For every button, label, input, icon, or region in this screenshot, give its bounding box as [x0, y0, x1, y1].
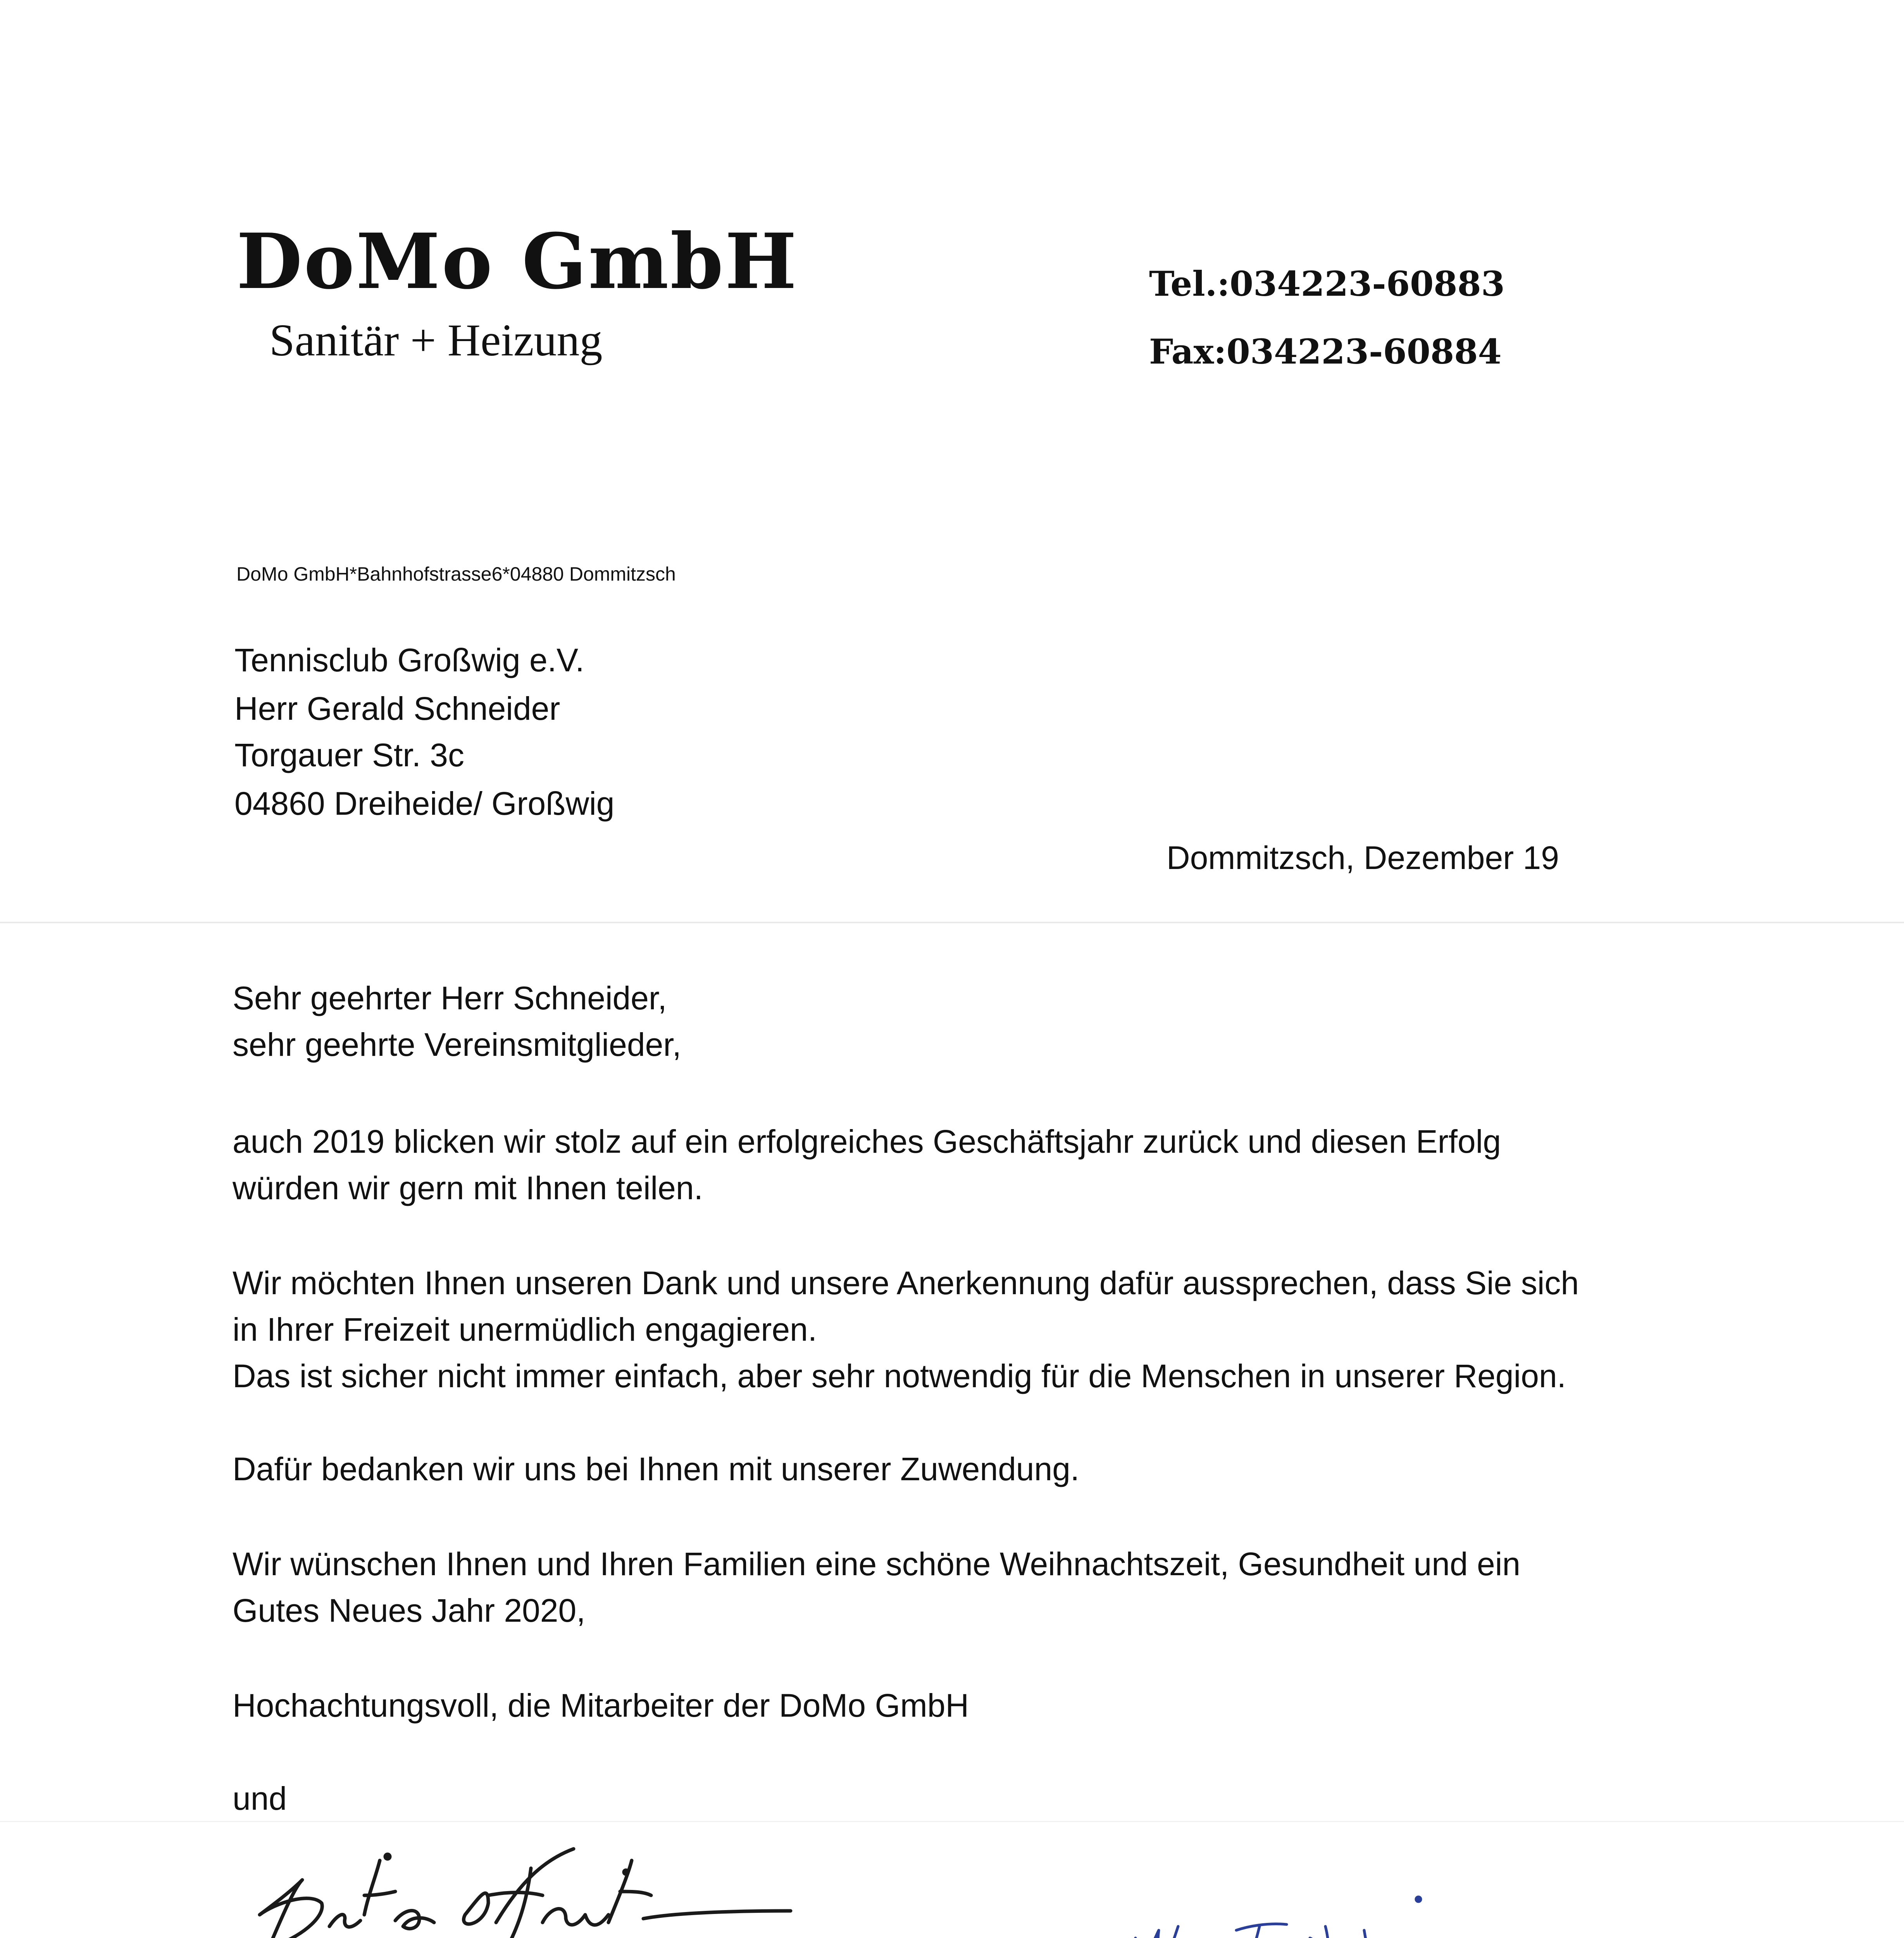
- fax-number: Fax:034223-60884: [1149, 331, 1502, 372]
- recipient-line: Tennisclub Großwig e.V.: [234, 642, 584, 678]
- body-paragraph-line: Das ist sicher nicht immer einfach, aber sehr notwendig für die Menschen in unserer Region.: [233, 1358, 1566, 1394]
- closing-and: und: [233, 1780, 287, 1817]
- recipient-line: Torgauer Str. 3c: [234, 737, 464, 773]
- place-and-date: Dommitzsch, Dezember 19: [1167, 840, 1559, 876]
- body-paragraph-line: würden wir gern mit Ihnen teilen.: [233, 1170, 703, 1206]
- recipient-line: 04860 Dreiheide/ Großwig: [234, 785, 615, 822]
- sender-return-address: DoMo GmbH*Bahnhofstrasse6*04880 Dommitzsch: [236, 563, 676, 585]
- body-paragraph-line: in Ihrer Freizeit unermüdlich engagieren.: [233, 1311, 817, 1348]
- phone-number: Tel.:034223-60883: [1149, 264, 1505, 304]
- body-paragraph-line: auch 2019 blicken wir stolz auf ein erfolgreiches Geschäftsjahr zurück und diesen Erfolg: [233, 1123, 1501, 1160]
- salutation-line: sehr geehrte Vereinsmitglieder,: [233, 1026, 681, 1063]
- signature-dieter-kaufmann: [248, 1837, 798, 1938]
- closing-line: Hochachtungsvoll, die Mitarbeiter der DoMo GmbH: [233, 1687, 969, 1724]
- company-subtitle: Sanitär + Heizung: [269, 315, 603, 366]
- paper-fold-line: [0, 922, 1904, 923]
- body-paragraph-line: Gutes Neues Jahr 2020,: [233, 1592, 586, 1629]
- recipient-line: Herr Gerald Schneider: [234, 690, 560, 727]
- company-name: DoMo GmbH: [236, 217, 798, 306]
- body-paragraph-line: Wir möchten Ihnen unseren Dank und unsere Anerkennung dafür aussprechen, dass Sie sich: [233, 1265, 1579, 1301]
- signature-monika-fichte: [1124, 1884, 1442, 1938]
- body-paragraph-line: Wir wünschen Ihnen und Ihren Familien eine schöne Weihnachtszeit, Gesundheit und ein: [233, 1546, 1521, 1582]
- salutation-line: Sehr geehrter Herr Schneider,: [233, 980, 667, 1016]
- body-paragraph-line: Dafür bedanken wir uns bei Ihnen mit unserer Zuwendung.: [233, 1451, 1080, 1487]
